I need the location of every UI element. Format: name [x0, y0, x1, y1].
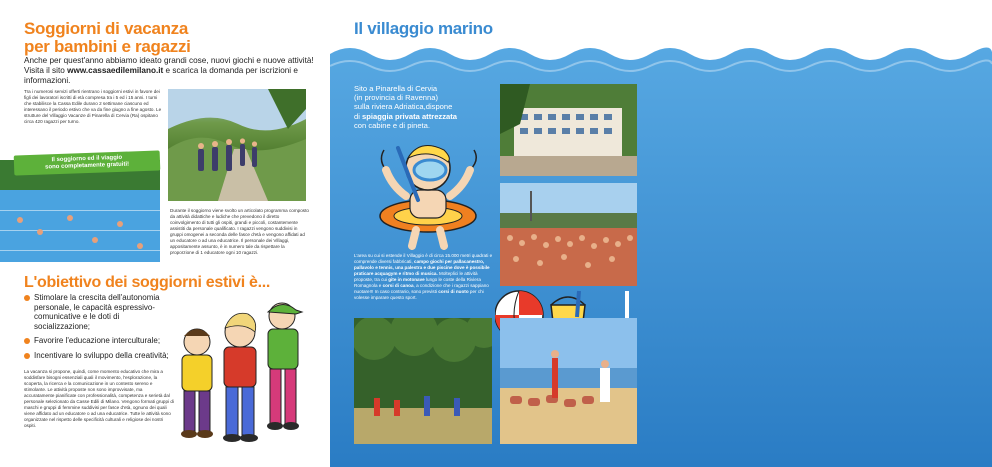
crowd-illustration [500, 183, 637, 286]
title-line-1: Soggiorni di vacanza [24, 19, 189, 38]
title-line-2: per bambini e ragazzi [24, 37, 191, 56]
left-page [0, 0, 330, 467]
snorkel-kid-illustration [358, 130, 498, 250]
hikers-photo [168, 89, 306, 201]
program-text: Durante il soggiorno viene svolto un articolato programma composto da attività didattiche e ludiche che prevedono il diretto coinvolgimento di tutti gli ospiti, grandi e piccoli, costantemente assistiti da personale qualificato. I ragazzi vengono suddivisi in gruppi omogenei a seconda delle fasce d'età e vengono affidati ad un educatore o ad una educatrice. Il personale dei Villaggi, appositamente assunto, è in numero tale da rispettare la proporzione di 1 educatore ogni 10 ragazzi. [170, 208, 309, 255]
objective-list [24, 293, 174, 365]
banner-line-2: sono completamente gratuiti! [45, 161, 130, 171]
building-photo [500, 84, 637, 176]
forest-photo [354, 318, 492, 444]
page-title [24, 20, 191, 56]
closing-text: La vacanza si propone, quindi, come momento educativo che mira a soddisfare bisogni essenziali quali il movimento, l'esplorazione, la scoperta, la ricerca e la comunicazione in un contesto sereno e stimolante. Le attività proposte non sono improvvisate, ma accuratamente pianificate con professionalità, competenza e serietà dal personale selezionato da Casse Edili di Milano. Vengono formati gruppi di maschi e gruppi di femmine suddivisi per fasce d'età, ognuno dei quali viene affidato ad un educatore o ad una educatrice. Tutte le attività sono organizzate nel rispetto delle specificità culturali e religiose dei nostri ospiti. [24, 369, 174, 428]
right-page [330, 0, 992, 467]
intro-suffix: e scarica la domanda per iscrizioni e informazioni. [24, 66, 298, 85]
intro-prefix: Anche per quest'anno abbiamo ideato grandi cose, nuovi giochi e nuove attività! Visita il sito [24, 56, 314, 75]
website-link[interactable]: www.cassaedilemilano.it [67, 66, 164, 75]
objective-title: L'obiettivo dei soggiorni estivi è... [24, 274, 271, 291]
bullet-icon [24, 353, 30, 359]
beach-illustration [500, 318, 637, 444]
banner-line-1: Il soggiorno ed il viaggio [51, 154, 123, 164]
beach-photo [500, 318, 637, 444]
hikers-illustration [168, 89, 306, 201]
forest-illustration [354, 318, 492, 444]
list-item: Favorire l'educazione interculturale; [24, 336, 174, 346]
services-text: Tra i numerosi servizi offerti rientrano i soggiorni estivi in favore dei figli dei lavoratori iscritti di età compresa tra i 5 ed i 15 anni. I turni che stabilisce la Cassa Edile durano 2 settimane ciascuno ed interessano il periodo estivo che va da fine giugno a fine agosto. Le strutture del Villaggio Vacanze di Pinarella di Cervia (Ra) ospitano circa 420 ragazzi per turno. [24, 89, 162, 124]
pool-photo [0, 160, 160, 262]
kids-illustration [172, 292, 322, 467]
village-title: Il villaggio marino [354, 19, 493, 38]
bullet-icon [24, 295, 30, 301]
intro-paragraph [24, 56, 324, 86]
list-item: Stimolare la crescita dell'autonomia personale, le capacità espressivo-comunicative e le doti di socializzazione; [24, 293, 174, 331]
bullet-icon [24, 338, 30, 344]
building-illustration [500, 84, 637, 176]
pool-illustration [0, 160, 160, 262]
crowd-photo [500, 183, 637, 286]
list-item: Incentivare lo sviluppo della creatività; [24, 351, 174, 361]
village-area-text: L'area su cui si estende il Villaggio è di circa 15.000 metri quadrati e comprende diversi fabbricati, campo giochi per pallacanestro, pallavolo e tennis, una palestra e due piscine dove è possibile praticare acquagym e ritmo di musica. Molteplici le attività proposte, tra cui gite in motonave lungo le coste della Riviera Romagnola e corsi di canoa, a condizione che i ragazzi sappiano nuotare!!! In caso contrario, sono previsti corsi di nuoto per chi volesse imparare questo sport. [354, 253, 493, 300]
village-description: Sito a Pinarella di Cervia (in provincia di Ravenna) sulla riviera Adriatica,dispone di spiaggia privata attrezzata con cabine e di pineta. [354, 84, 457, 130]
